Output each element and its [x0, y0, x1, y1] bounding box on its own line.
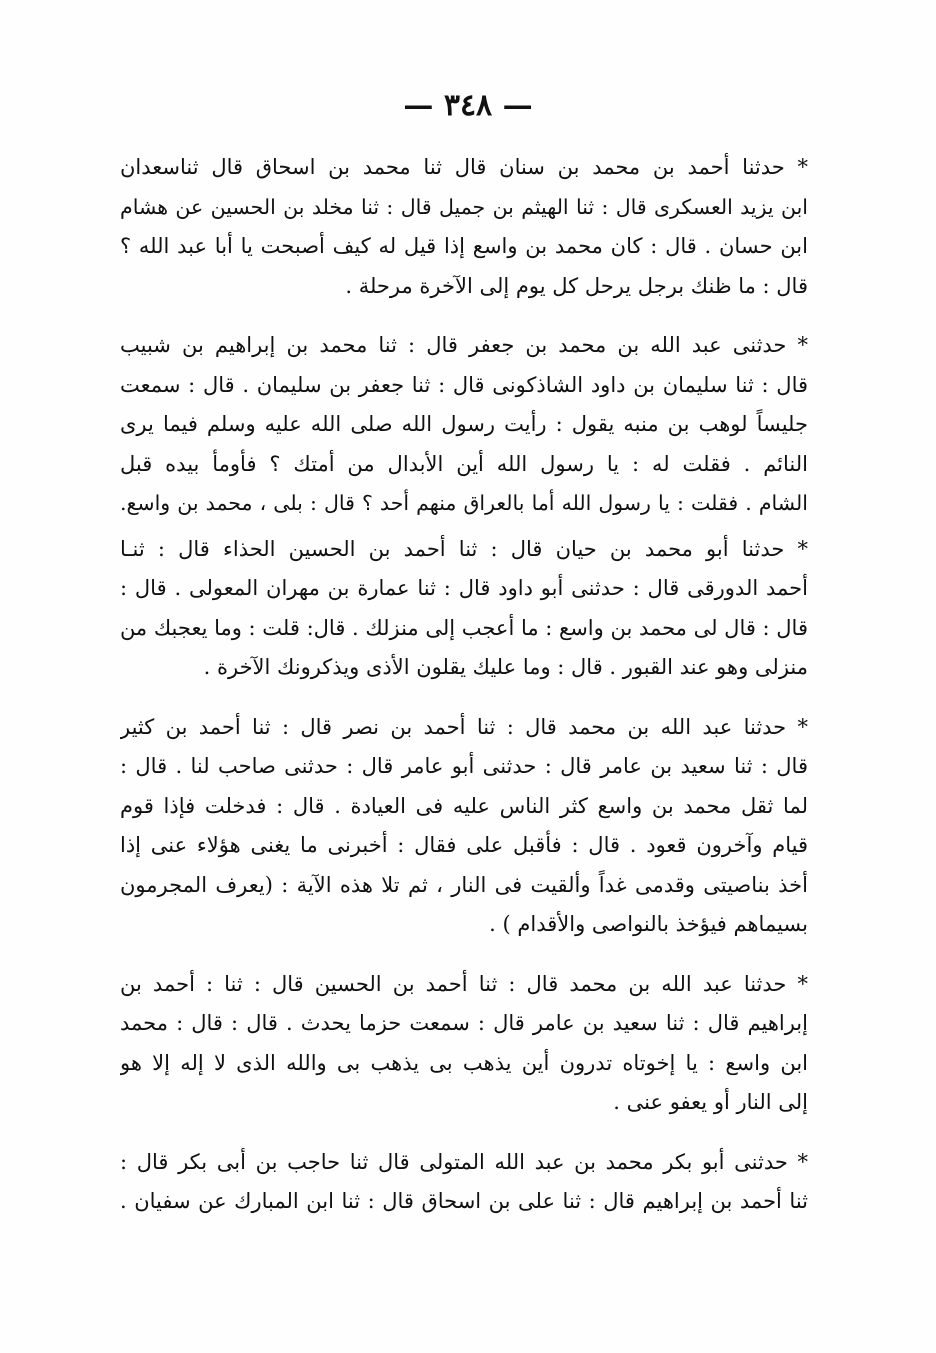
- text-line: ثنا أحمد بن إبراهيم قال : ثنا على بن اسحاق قال : ثنا ابن المبارك عن سفيان .: [120, 1189, 808, 1213]
- text-line: * حدثنا أحمد بن محمد بن سنان قال ثنا محمد بن اسحاق قال ثناسعدان: [120, 155, 808, 179]
- paragraph-5: [120, 965, 808, 1123]
- text-line: أحمد الدورقى قال : حدثنى أبو داود قال : ثنا عمارة بن مهران المعولى . قال :: [120, 576, 808, 600]
- text-line: ابن واسع : يا إخوتاه تدرون أين يذهب بى يذهب بى والله الذى لا إله إلا هو: [120, 1050, 808, 1075]
- text-line: بسيماهم فيؤخذ بالنواصى والأقدام ) .: [489, 912, 808, 936]
- text-line: ابن حسان . قال : كان محمد بن واسع إذا قيل له كيف أصبحت يا أبا عبد الله ؟: [120, 234, 808, 258]
- page-number: — ٣٤٨ —: [403, 88, 533, 123]
- text-line: قيام وآخرون قعود . قال : فأقبل على فقال : أخبرنى ما يغنى هؤلاء عنى إذا: [120, 833, 808, 857]
- text-line: قال : قال لى محمد بن واسع : ما أعجب إلى منزلك . قال: قلت : وما يعجبك من: [120, 615, 808, 640]
- paragraph-1: [120, 148, 808, 306]
- text-line: النائم . فقلت له : يا رسول الله أين الأبدال من أمتك ؟ فأومأ بيده قبل: [120, 451, 808, 476]
- text-line: * حدثنى عبد الله بن محمد بن جعفر قال : ثنا محمد بن إبراهيم بن شبيب: [120, 333, 808, 357]
- text-line: * حدثنى أبو بكر محمد بن عبد الله المتولى قال ثنا حاجب بن أبى بكر قال :: [120, 1149, 808, 1174]
- paragraph-2: [120, 326, 808, 524]
- text-line: لما ثقل محمد بن واسع كثر الناس عليه فى العيادة . قال : فدخلت فإذا قوم: [120, 793, 808, 818]
- text-line: * حدثنا أبو محمد بن حيان قال : ثنا أحمد بن الحسين الحذاء قال : ثنـا: [120, 536, 808, 561]
- page-body: [120, 148, 808, 1242]
- text-line: ابن يزيد العسكرى قال : ثنا الهيثم بن جميل قال : ثنا مخلد بن الحسين عن هشام: [120, 194, 808, 219]
- text-line: الشام . فقلت : يا رسول الله أما بالعراق منهم أحد ؟ قال : بلى ، محمد بن واسع.: [120, 491, 808, 515]
- text-line: جليساً لوهب بن منبه يقول : رأيت رسول الله صلى الله عليه وسلم فيما يرى: [120, 412, 808, 436]
- text-line: * حدثنا عبد الله بن محمد قال : ثنا أحمد بن نصر قال : ثنا أحمد بن كثير: [120, 714, 808, 739]
- text-line: إبراهيم قال : ثنا سعيد بن عامر قال : سمعت حزما يحدث . قال : قال : محمد: [120, 1011, 808, 1035]
- text-line: قال : ثنا سليمان بن داود الشاذكونى قال : ثنا جعفر بن سليمان . قال : سمعت: [120, 372, 808, 397]
- paragraph-4: [120, 708, 808, 945]
- text-line: * حدثنا عبد الله بن محمد قال : ثنا أحمد بن الحسين قال : ثنا : أحمد بن: [120, 971, 808, 996]
- paragraph-6: [120, 1143, 808, 1222]
- text-line: إلى النار أو يعفو عنى .: [613, 1090, 808, 1114]
- text-line: أخذ بناصيتى وقدمى غداً وألقيت فى النار ، ثم تلا هذه الآية : (يعرف المجرمون: [120, 872, 808, 897]
- text-line: منزلى وهو عند القبور . قال : وما عليك يقلون الأذى ويذكرونك الآخرة .: [203, 655, 808, 679]
- paragraph-3: [120, 530, 808, 688]
- text-line: قال : ما ظنك برجل يرحل كل يوم إلى الآخرة مرحلة .: [345, 273, 808, 298]
- text-line: قال : ثنا سعيد بن عامر قال : حدثنى أبو عامر قال : حدثنى صاحب لنا . قال :: [120, 754, 808, 778]
